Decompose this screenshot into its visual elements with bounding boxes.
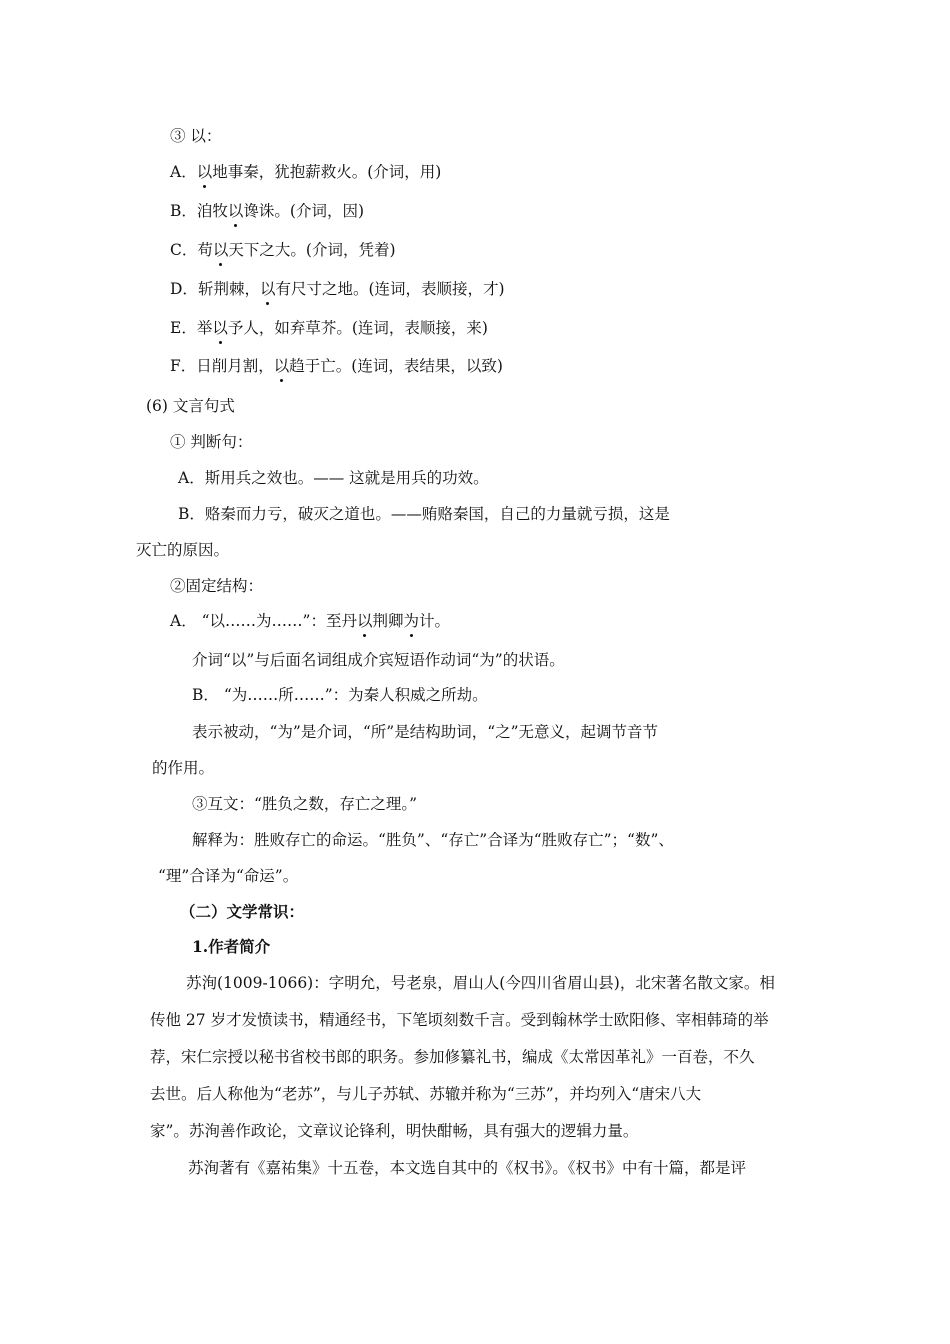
emphasis-mark: 以 bbox=[356, 612, 373, 630]
list-item: C．苟以天下之大。(介词，凭着) bbox=[170, 241, 396, 259]
fixed-item-b-note: 表示被动，“为”是介词，“所”是结构助词，“之”无意义，起调节音节 bbox=[192, 723, 659, 741]
paragraph-line: 传他 27 岁才发愤读书，精通经书，下笔顷刻数千言。受到翰林学士欧阳修、宰相韩琦的举 bbox=[150, 1011, 769, 1029]
list-item: B．洎牧以谗诛。(介词，因) bbox=[170, 202, 365, 220]
emphasis-mark: 为 bbox=[403, 612, 420, 630]
fixed-structure-heading: ②固定结构： bbox=[170, 577, 264, 595]
section-6-heading: (6) 文言句式 bbox=[146, 397, 235, 415]
emphasis-mark: 以 bbox=[259, 280, 276, 298]
emphasis-mark: 以 bbox=[212, 241, 229, 259]
emphasis-mark: 以 bbox=[273, 357, 290, 375]
list-item: D．斩荆棘，以有尺寸之地。(连词，表顺接，才) bbox=[170, 280, 505, 298]
paragraph-line: 苏洵著有《嘉祐集》十五卷，本文选自其中的《权书》。《权书》中有十篇，都是评 bbox=[188, 1159, 747, 1177]
paragraph-line: 苏洵(1009-1066)：字明允，号老泉，眉山人(今四川省眉山县)，北宋著名散文家。相 bbox=[186, 974, 775, 992]
list-item: A．以地事秦，犹抱薪救火。(介词，用) bbox=[170, 163, 442, 181]
emphasis-mark: 以 bbox=[227, 202, 244, 220]
emphasis-mark: 以 bbox=[212, 319, 228, 337]
paragraph-line: 去世。后人称他为“老苏”，与儿子苏轼、苏辙并称为“三苏”，并均列入“唐宋八大 bbox=[150, 1085, 702, 1103]
fixed-item-a: A． “以……为……”：至丹以荆卿为计。 bbox=[170, 612, 451, 630]
author-intro-heading: 1.作者简介 bbox=[192, 937, 271, 956]
mutual-text-note-cont: “理”合译为“命运”。 bbox=[158, 867, 299, 885]
fixed-item-b-note-cont: 的作用。 bbox=[152, 759, 215, 777]
judge-item-b: B．赂秦而力亏，破灭之道也。——贿赂秦国，自己的力量就亏损，这是 bbox=[178, 505, 670, 523]
judge-heading: ① 判断句： bbox=[170, 433, 253, 451]
literature-heading: （二）文学常识： bbox=[180, 902, 305, 921]
mutual-text-item: ③互文：“胜负之数，存亡之理。” bbox=[192, 795, 418, 813]
fixed-item-b: B． “为……所……”：为秦人积威之所劫。 bbox=[192, 686, 488, 704]
fixed-item-a-note: 介词“以”与后面名词组成介宾短语作动词“为”的状语。 bbox=[192, 651, 565, 669]
mutual-text-note: 解释为：胜败存亡的命运。“胜负”、“存亡”合译为“胜败存亡”；“数”、 bbox=[192, 831, 674, 849]
judge-item-b-cont: 灭亡的原因。 bbox=[136, 541, 230, 559]
emphasis-mark: 以 bbox=[196, 163, 213, 181]
judge-item-a: A．斯用兵之效也。—— 这就是用兵的功效。 bbox=[178, 469, 489, 487]
section-3-heading: ③ 以： bbox=[170, 127, 222, 145]
list-item: E．举以予人，如弃草芥。(连词，表顺接，来) bbox=[170, 319, 488, 337]
paragraph-line: 家”。苏洵善作政论，文章议论锋利，明快酣畅，具有强大的逻辑力量。 bbox=[150, 1122, 639, 1140]
paragraph-line: 荐，宋仁宗授以秘书省校书郎的职务。参加修纂礼书，编成《太常因革礼》一百卷，不久 bbox=[150, 1048, 755, 1066]
list-item: F．日削月割，以趋于亡。(连词，表结果，以致) bbox=[170, 357, 503, 375]
